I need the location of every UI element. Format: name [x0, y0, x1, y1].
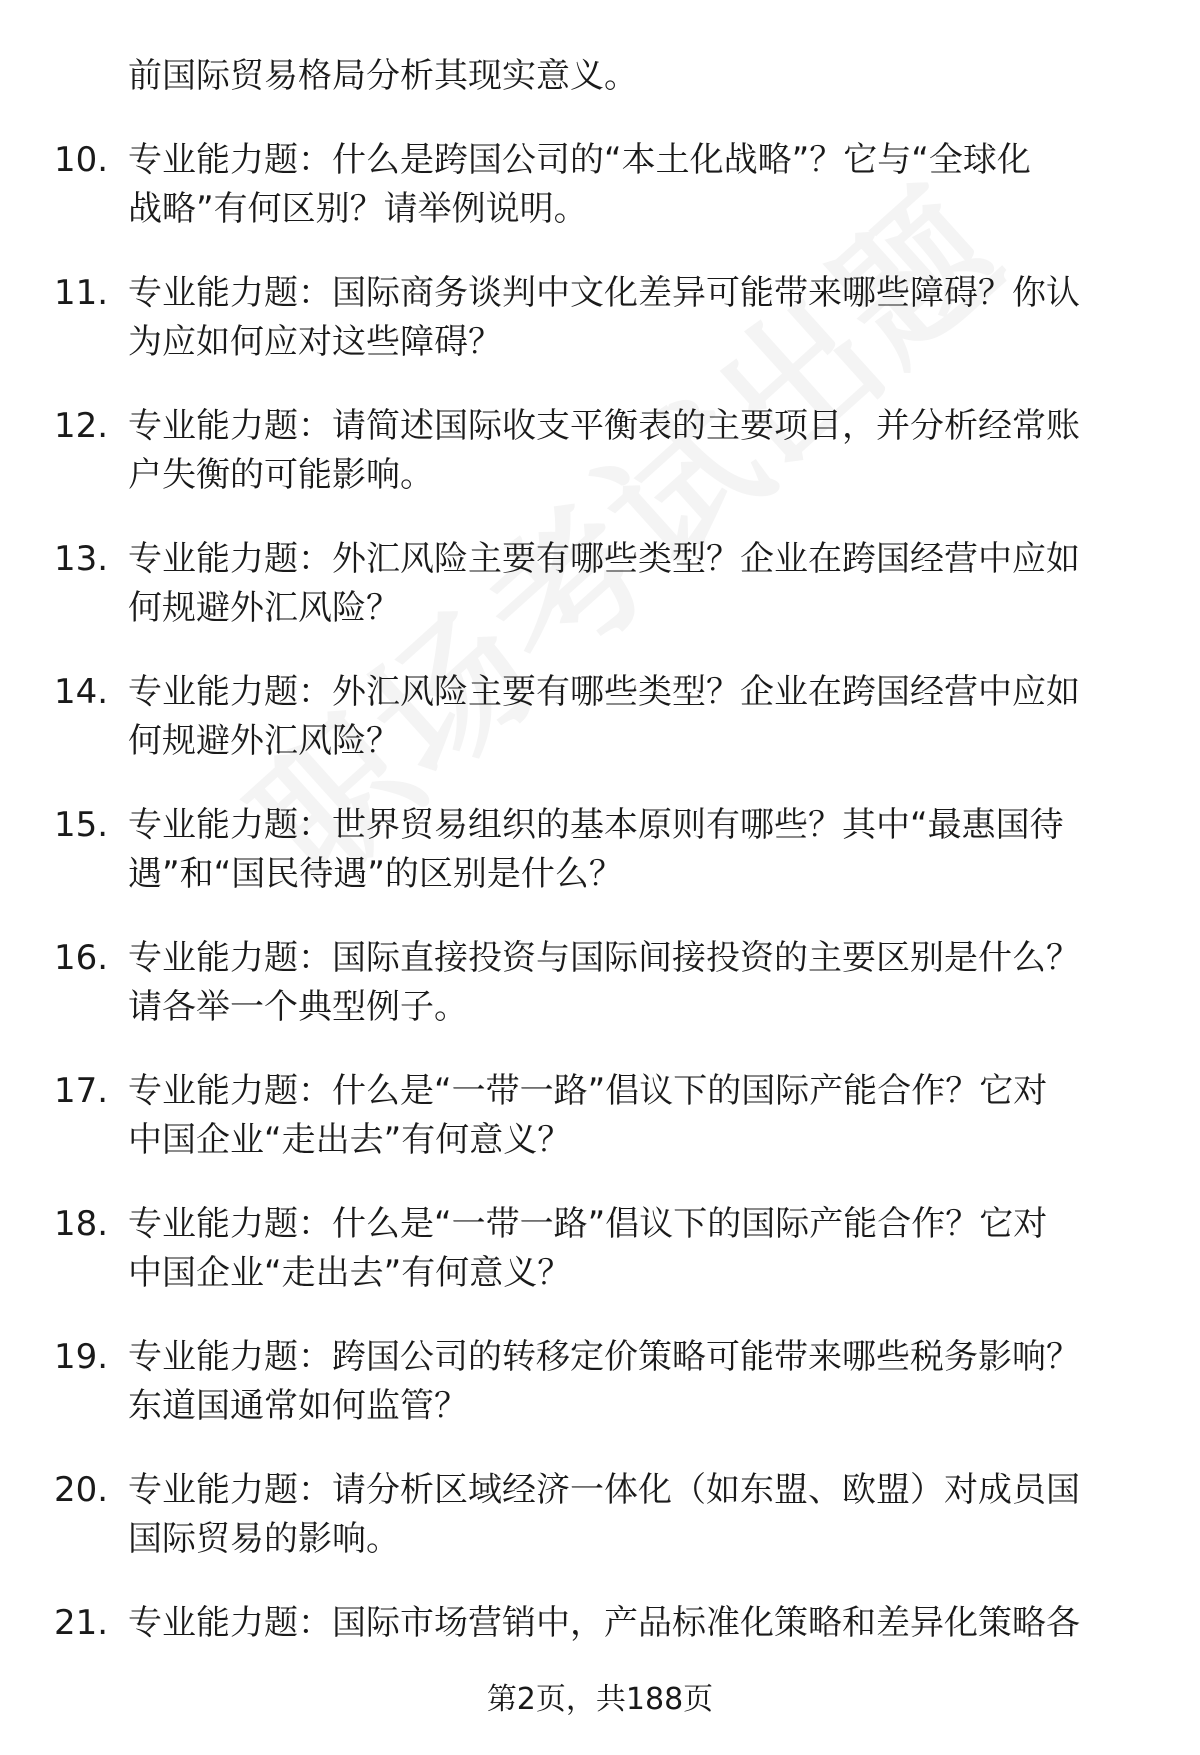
- question-line: 专业能力题：什么是“一带一路”倡议下的国际产能合作？它对: [128, 1071, 1048, 1111]
- page-footer: 第2页，共188页: [486, 1682, 714, 1717]
- question-number: 13.: [54, 539, 109, 579]
- question-item: [54, 668, 1154, 766]
- question-line: 专业能力题：国际商务谈判中文化差异可能带来哪些障碍？你认: [128, 273, 1080, 313]
- question-item: [54, 801, 1154, 899]
- question-text: [128, 136, 1188, 234]
- question-item: [54, 934, 1154, 1032]
- question-text: [128, 1333, 1188, 1431]
- question-item: [54, 1067, 1154, 1165]
- question-line: 专业能力题：什么是跨国公司的“本土化战略”？它与“全球化: [128, 140, 1031, 180]
- question-text: [128, 934, 1188, 1032]
- question-line: 战略”有何区别？请举例说明。: [128, 189, 588, 229]
- question-list: [54, 136, 1154, 1648]
- question-item: [54, 269, 1154, 367]
- question-number: 17.: [54, 1071, 109, 1111]
- question-line: 何规避外汇风险？: [128, 721, 400, 761]
- question-text: [128, 535, 1188, 633]
- question-text: [128, 269, 1188, 367]
- question-item: [54, 136, 1154, 234]
- question-line: 国际贸易的影响。: [128, 1519, 400, 1559]
- question-line: 东道国通常如何监管？: [128, 1386, 468, 1426]
- question-line: 请各举一个典型例子。: [128, 987, 468, 1027]
- question-number: 15.: [54, 805, 109, 845]
- question-text: [128, 668, 1188, 766]
- question-line: 何规避外汇风险？: [128, 588, 400, 628]
- question-item: [54, 1200, 1154, 1298]
- question-line: 中国企业“走出去”有何意义？: [128, 1120, 572, 1160]
- question-number: 11.: [54, 273, 109, 313]
- question-line: 遇”和“国民待遇”的区别是什么？: [128, 854, 623, 894]
- question-item: [54, 1333, 1154, 1431]
- question-number: 20.: [54, 1470, 109, 1510]
- question-line: 专业能力题：外汇风险主要有哪些类型？企业在跨国经营中应如: [128, 672, 1080, 712]
- question-number: 16.: [54, 938, 109, 978]
- question-line: 专业能力题：外汇风险主要有哪些类型？企业在跨国经营中应如: [128, 539, 1080, 579]
- question-number: 10.: [54, 140, 109, 180]
- question-number: 19.: [54, 1337, 109, 1377]
- question-content: [54, 52, 1154, 1648]
- question-number: 18.: [54, 1204, 109, 1244]
- question-line: 专业能力题：世界贸易组织的基本原则有哪些？其中“最惠国待: [128, 805, 1064, 845]
- question-text: [128, 1200, 1188, 1298]
- question-line: 专业能力题：跨国公司的转移定价策略可能带来哪些税务影响？: [128, 1337, 1080, 1377]
- question-number: 14.: [54, 672, 109, 712]
- question-line: 为应如何应对这些障碍？: [128, 322, 502, 362]
- intro-line: 前国际贸易格局分析其现实意义。: [128, 56, 638, 96]
- question-text: [128, 1067, 1188, 1165]
- question-text: [128, 801, 1188, 899]
- question-item: [54, 1466, 1154, 1564]
- question-number: 12.: [54, 406, 109, 446]
- question-line: 专业能力题：请简述国际收支平衡表的主要项目，并分析经常账: [128, 406, 1080, 446]
- question-number: 21.: [54, 1603, 109, 1643]
- question-item: [54, 402, 1154, 500]
- question-line: 专业能力题：国际市场营销中，产品标准化策略和差异化策略各: [128, 1603, 1080, 1643]
- question-line: 专业能力题：什么是“一带一路”倡议下的国际产能合作？它对: [128, 1204, 1048, 1244]
- question-item: [54, 535, 1154, 633]
- question-line: 中国企业“走出去”有何意义？: [128, 1253, 572, 1293]
- question-item: [54, 1599, 1154, 1648]
- question-line: 专业能力题：请分析区域经济一体化（如东盟、欧盟）对成员国: [128, 1470, 1080, 1510]
- question-text: [128, 1466, 1188, 1564]
- question-line: 户失衡的可能影响。: [128, 455, 434, 495]
- question-line: 专业能力题：国际直接投资与国际间接投资的主要区别是什么？: [128, 938, 1080, 978]
- question-text: [128, 402, 1188, 500]
- question-text: [128, 1599, 1188, 1648]
